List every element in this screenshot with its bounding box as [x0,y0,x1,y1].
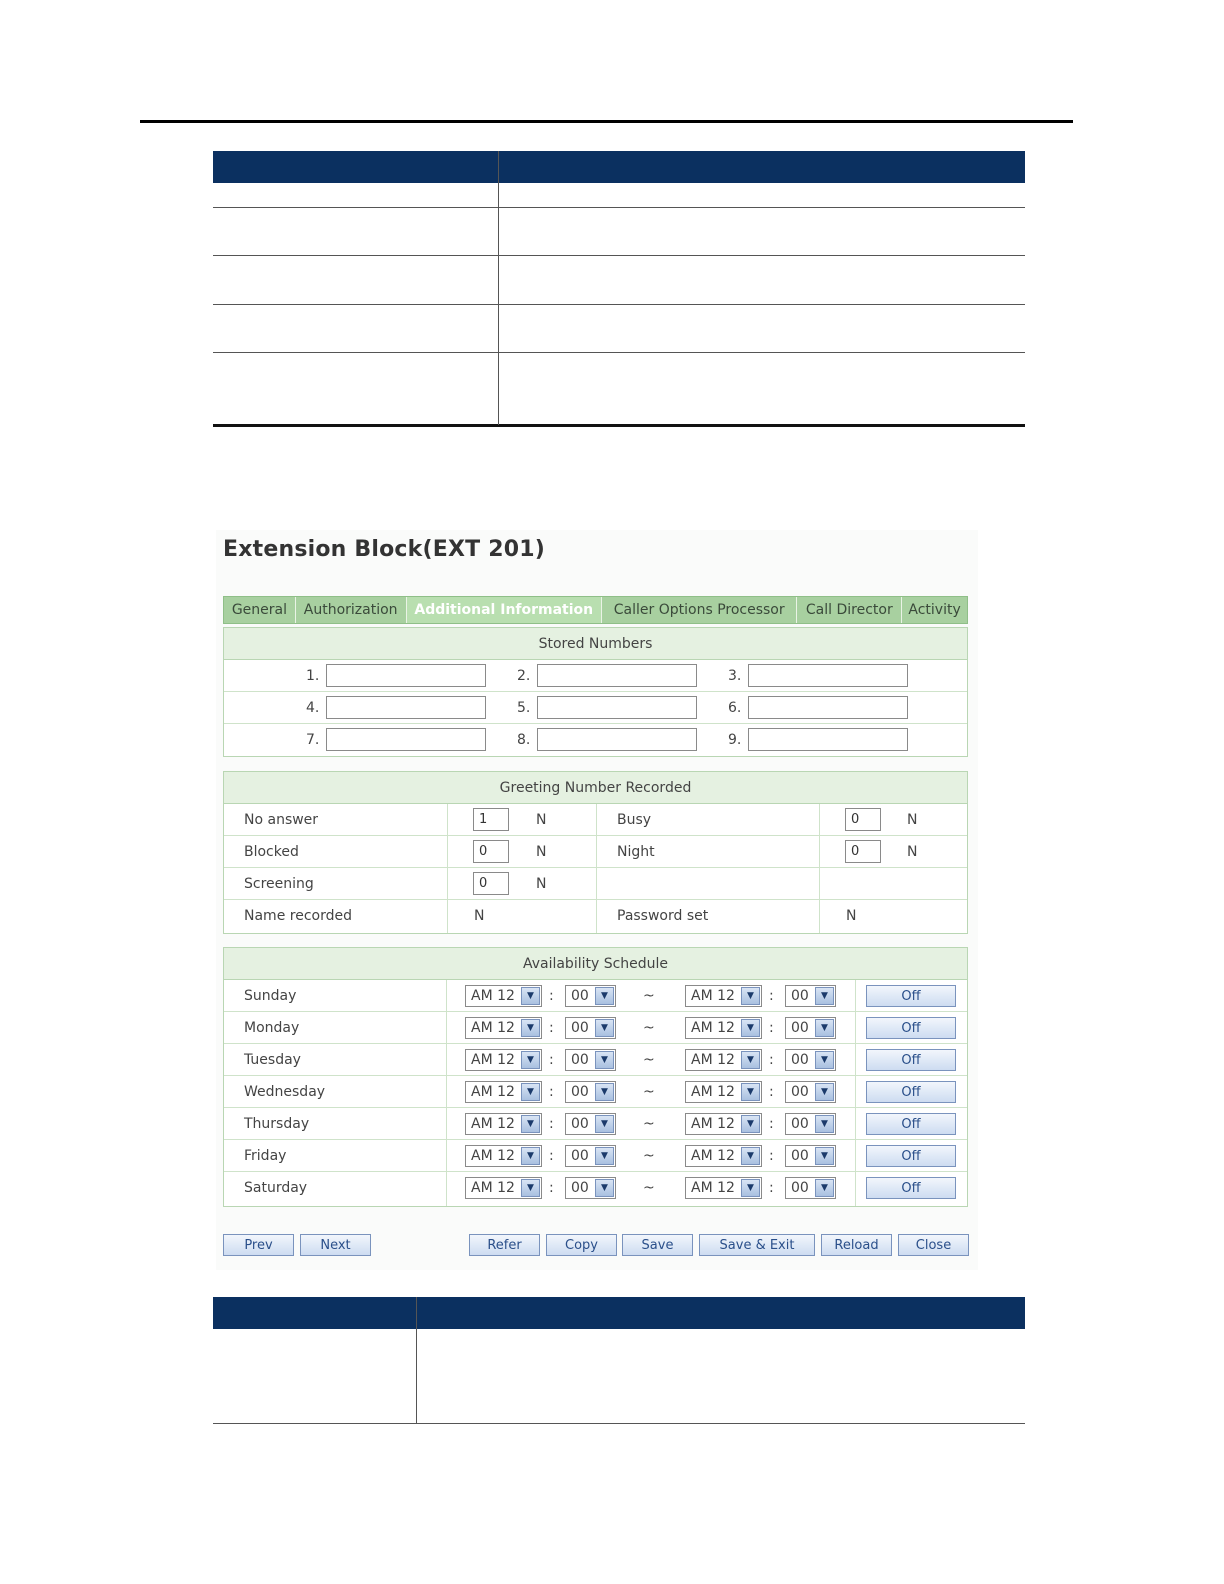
password-set-label: Password set [617,908,709,924]
stored-number-label: 3. [728,668,742,684]
greeting-row [224,836,967,868]
end-hour-value: AM 12 [691,1148,735,1164]
range-separator: ~ [643,1180,655,1196]
reload-button[interactable]: Reload [821,1234,892,1256]
stored-number-5-input[interactable] [537,696,697,719]
save-exit-button[interactable]: Save & Exit [699,1234,815,1256]
greeting-row [224,868,967,900]
start-minute-select[interactable] [565,1017,616,1039]
refer-button[interactable]: Refer [469,1234,540,1256]
start-minute-select[interactable] [565,1081,616,1103]
doc-table-top-row [213,207,1025,208]
tab-authorization[interactable]: Authorization [296,597,407,623]
range-separator: ~ [643,988,655,1004]
start-hour-value: AM 12 [471,1116,515,1132]
time-separator: : [549,988,554,1004]
chevron-down-icon[interactable]: ▼ [521,1179,540,1197]
chevron-down-icon[interactable]: ▼ [815,987,834,1005]
end-minute-value: 00 [791,1084,809,1100]
start-minute-value: 00 [571,1116,589,1132]
stored-number-4-input[interactable] [326,696,486,719]
chevron-down-icon[interactable]: ▼ [815,1115,834,1133]
chevron-down-icon[interactable]: ▼ [595,1051,614,1069]
day-label: Monday [244,1020,300,1036]
start-hour-select[interactable] [465,985,542,1007]
availability-toggle-button[interactable]: Off [866,1049,956,1071]
start-minute-value: 00 [571,1052,589,1068]
greeting-row [224,804,967,836]
availability-toggle-button[interactable]: Off [866,1177,956,1199]
start-hour-value: AM 12 [471,1148,515,1164]
end-hour-select[interactable] [685,1049,762,1071]
end-minute-value: 00 [791,1020,809,1036]
greeting-row [224,900,967,932]
chevron-down-icon[interactable]: ▼ [595,987,614,1005]
availability-toggle-button[interactable]: Off [866,1113,956,1135]
end-minute-select[interactable] [785,1113,836,1135]
end-minute-select[interactable] [785,985,836,1007]
end-hour-select[interactable] [685,1113,762,1135]
range-separator: ~ [643,1148,655,1164]
chevron-down-icon[interactable]: ▼ [595,1147,614,1165]
no-answer-label: No answer [244,812,319,828]
time-separator: : [769,1052,774,1068]
time-separator: : [769,1084,774,1100]
end-hour-value: AM 12 [691,988,735,1004]
end-minute-select[interactable] [785,1177,836,1199]
stored-number-1-input[interactable] [326,664,486,687]
end-hour-select[interactable] [685,985,762,1007]
end-minute-value: 00 [791,1116,809,1132]
close-button[interactable]: Close [898,1234,969,1256]
day-label: Friday [244,1148,287,1164]
chevron-down-icon[interactable]: ▼ [815,1083,834,1101]
schedule-row [224,1172,967,1204]
doc-table-top-bottom [213,424,1025,427]
greeting-section [223,771,968,934]
night-input[interactable] [845,840,881,863]
night-flag: N [907,844,918,860]
time-separator: : [549,1020,554,1036]
tab-bar [223,596,968,624]
screening-label: Screening [244,876,314,892]
start-minute-select[interactable] [565,1145,616,1167]
availability-toggle-button[interactable]: Off [866,985,956,1007]
end-minute-select[interactable] [785,1145,836,1167]
end-hour-select[interactable] [685,1017,762,1039]
availability-toggle-button[interactable]: Off [866,1081,956,1103]
range-separator: ~ [643,1052,655,1068]
day-label: Tuesday [244,1052,301,1068]
chevron-down-icon[interactable]: ▼ [521,1115,540,1133]
chevron-down-icon[interactable]: ▼ [741,987,760,1005]
stored-numbers-row [224,660,967,692]
start-minute-value: 00 [571,988,589,1004]
chevron-down-icon[interactable]: ▼ [595,1115,614,1133]
stored-number-label: 7. [306,732,320,748]
day-label: Wednesday [244,1084,326,1100]
start-hour-select[interactable] [465,1049,542,1071]
range-separator: ~ [643,1084,655,1100]
start-minute-value: 00 [571,1180,589,1196]
doc-table-bottom [213,1297,1025,1425]
end-minute-select[interactable] [785,1049,836,1071]
end-hour-value: AM 12 [691,1020,735,1036]
extension-block-window [216,530,978,1270]
availability-schedule-title: Availability Schedule [224,948,967,980]
stored-number-7-input[interactable] [326,728,486,751]
time-separator: : [769,1116,774,1132]
chevron-down-icon[interactable]: ▼ [815,1147,834,1165]
chevron-down-icon[interactable]: ▼ [595,1019,614,1037]
doc-table-bottom-divider [416,1297,417,1423]
doc-table-top-header [213,151,1025,183]
prev-button[interactable]: Prev [223,1234,294,1256]
blocked-flag: N [536,844,547,860]
stored-number-label: 4. [306,700,320,716]
password-set-flag: N [846,908,857,924]
stored-number-2-input[interactable] [537,664,697,687]
stored-numbers-title: Stored Numbers [224,628,967,660]
stored-numbers-row [224,724,967,756]
start-minute-value: 00 [571,1020,589,1036]
end-hour-select[interactable] [685,1145,762,1167]
tab-caller-options-processor[interactable]: Caller Options Processor [602,597,797,623]
chevron-down-icon[interactable]: ▼ [741,1179,760,1197]
chevron-down-icon[interactable]: ▼ [521,1147,540,1165]
stored-number-label: 8. [517,732,531,748]
end-hour-value: AM 12 [691,1116,735,1132]
tab-general[interactable]: General [224,597,296,623]
busy-label: Busy [617,812,652,828]
doc-table-bottom-header [213,1297,1025,1329]
end-hour-select[interactable] [685,1177,762,1199]
screening-input[interactable] [473,872,509,895]
time-separator: : [549,1052,554,1068]
start-minute-select[interactable] [565,1113,616,1135]
stored-number-6-input[interactable] [748,696,908,719]
start-minute-value: 00 [571,1084,589,1100]
schedule-row [224,1076,967,1108]
schedule-row [224,1140,967,1172]
chevron-down-icon[interactable]: ▼ [815,1051,834,1069]
end-hour-value: AM 12 [691,1084,735,1100]
time-separator: : [769,1148,774,1164]
end-minute-value: 00 [791,1052,809,1068]
start-minute-select[interactable] [565,1049,616,1071]
chevron-down-icon[interactable]: ▼ [815,1179,834,1197]
schedule-row [224,1044,967,1076]
end-hour-value: AM 12 [691,1180,735,1196]
time-separator: : [549,1180,554,1196]
doc-table-top [213,151,1025,427]
chevron-down-icon[interactable]: ▼ [741,1147,760,1165]
stored-number-label: 5. [517,700,531,716]
availability-toggle-button[interactable]: Off [866,1145,956,1167]
busy-flag: N [907,812,918,828]
no-answer-flag: N [536,812,547,828]
stored-number-3-input[interactable] [748,664,908,687]
chevron-down-icon[interactable]: ▼ [521,1083,540,1101]
chevron-down-icon[interactable]: ▼ [595,1083,614,1101]
end-minute-value: 00 [791,1148,809,1164]
chevron-down-icon[interactable]: ▼ [741,1083,760,1101]
greeting-title: Greeting Number Recorded [224,772,967,804]
chevron-down-icon[interactable]: ▼ [521,1019,540,1037]
doc-table-top-row [213,255,1025,256]
save-button[interactable]: Save [622,1234,693,1256]
chevron-down-icon[interactable]: ▼ [741,1115,760,1133]
stored-number-label: 9. [728,732,742,748]
window-title: Extension Block(EXT 201) [223,537,545,562]
availability-toggle-button[interactable]: Off [866,1017,956,1039]
day-label: Saturday [244,1180,308,1196]
tab-call-director[interactable]: Call Director [797,597,902,623]
schedule-row [224,1108,967,1140]
stored-numbers-row [224,692,967,724]
time-separator: : [549,1116,554,1132]
end-minute-select[interactable] [785,1081,836,1103]
stored-number-label: 2. [517,668,531,684]
stored-numbers-section [223,627,968,757]
night-label: Night [617,844,655,860]
time-separator: : [769,1180,774,1196]
start-hour-value: AM 12 [471,1084,515,1100]
doc-table-top-row [213,352,1025,353]
tab-additional-information[interactable]: Additional Information [407,597,602,623]
start-hour-value: AM 12 [471,1180,515,1196]
next-button[interactable]: Next [300,1234,371,1256]
chevron-down-icon[interactable]: ▼ [815,1019,834,1037]
blocked-label: Blocked [244,844,299,860]
schedule-row [224,1012,967,1044]
chevron-down-icon[interactable]: ▼ [521,987,540,1005]
stored-number-label: 6. [728,700,742,716]
range-separator: ~ [643,1116,655,1132]
start-minute-select[interactable] [565,985,616,1007]
end-minute-value: 00 [791,1180,809,1196]
copy-button[interactable]: Copy [546,1234,617,1256]
doc-table-bottom-row [213,1423,1025,1424]
start-hour-value: AM 12 [471,1020,515,1036]
stored-number-label: 1. [306,668,320,684]
end-hour-select[interactable] [685,1081,762,1103]
day-label: Sunday [244,988,297,1004]
name-recorded-label: Name recorded [244,908,352,924]
page-header-rule [140,120,1073,123]
blocked-input[interactable] [473,840,509,863]
doc-table-top-row [213,304,1025,305]
time-separator: : [769,1020,774,1036]
start-hour-value: AM 12 [471,988,515,1004]
start-hour-select[interactable] [465,1113,542,1135]
doc-table-top-divider [498,151,499,425]
chevron-down-icon[interactable]: ▼ [741,1019,760,1037]
time-separator: : [549,1084,554,1100]
end-hour-value: AM 12 [691,1052,735,1068]
stored-number-9-input[interactable] [748,728,908,751]
start-hour-select[interactable] [465,1177,542,1199]
availability-schedule-section [223,947,968,1207]
end-minute-value: 00 [791,988,809,1004]
chevron-down-icon[interactable]: ▼ [595,1179,614,1197]
start-minute-select[interactable] [565,1177,616,1199]
time-separator: : [549,1148,554,1164]
start-hour-value: AM 12 [471,1052,515,1068]
chevron-down-icon[interactable]: ▼ [741,1051,760,1069]
busy-input[interactable] [845,808,881,831]
day-label: Thursday [244,1116,310,1132]
end-minute-select[interactable] [785,1017,836,1039]
start-minute-value: 00 [571,1148,589,1164]
stored-number-8-input[interactable] [537,728,697,751]
chevron-down-icon[interactable]: ▼ [521,1051,540,1069]
start-hour-select[interactable] [465,1081,542,1103]
tab-activity[interactable]: Activity [908,602,961,618]
start-hour-select[interactable] [465,1145,542,1167]
range-separator: ~ [643,1020,655,1036]
time-separator: : [769,988,774,1004]
name-recorded-flag: N [474,908,485,924]
no-answer-input[interactable] [473,808,509,831]
schedule-row [224,980,967,1012]
screening-flag: N [536,876,547,892]
start-hour-select[interactable] [465,1017,542,1039]
